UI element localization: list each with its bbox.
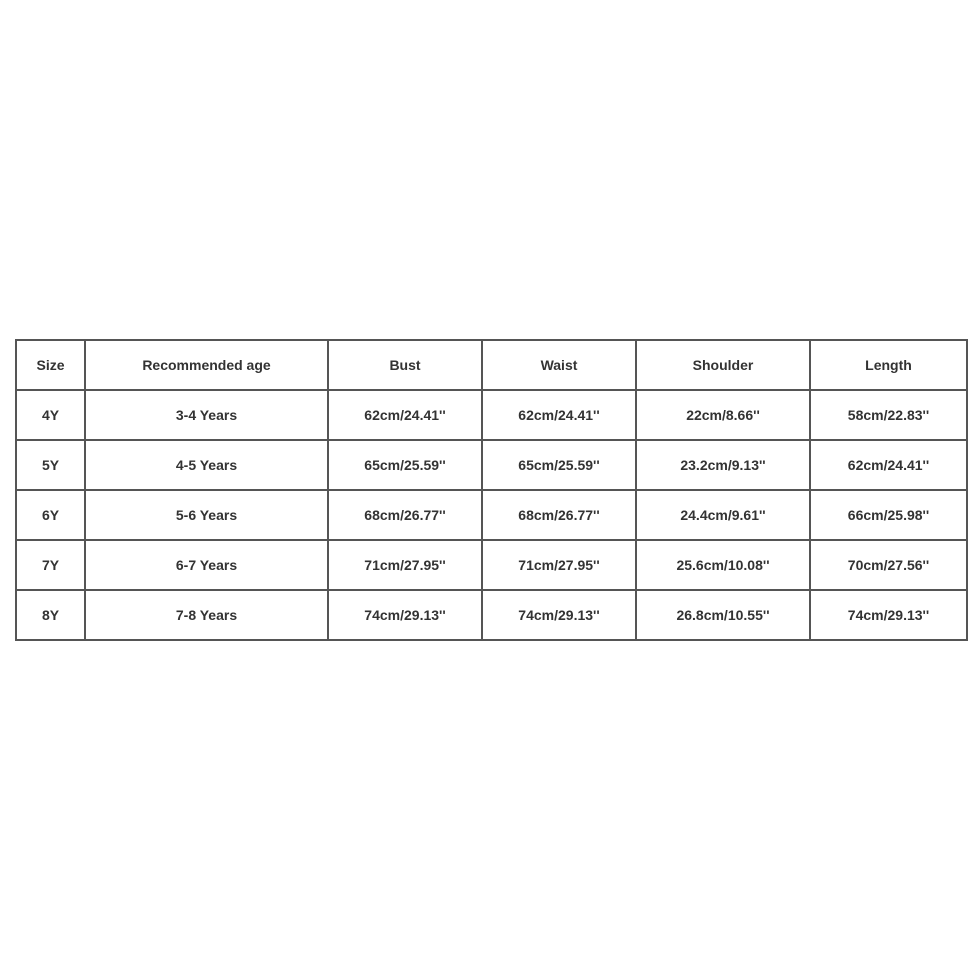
- cell-size: 7Y: [16, 540, 85, 590]
- table-row: [16, 590, 967, 640]
- cell-recommended-age: 4-5 Years: [85, 440, 328, 490]
- cell-bust: 68cm/26.77'': [328, 490, 482, 540]
- cell-bust: 71cm/27.95'': [328, 540, 482, 590]
- cell-length: 74cm/29.13'': [810, 590, 967, 640]
- cell-size: 5Y: [16, 440, 85, 490]
- table-row: [16, 440, 967, 490]
- cell-bust: 65cm/25.59'': [328, 440, 482, 490]
- cell-shoulder: 25.6cm/10.08'': [636, 540, 810, 590]
- header-length: Length: [810, 340, 967, 390]
- header-waist: Waist: [482, 340, 636, 390]
- cell-bust: 62cm/24.41'': [328, 390, 482, 440]
- cell-waist: 62cm/24.41'': [482, 390, 636, 440]
- cell-recommended-age: 5-6 Years: [85, 490, 328, 540]
- cell-length: 66cm/25.98'': [810, 490, 967, 540]
- cell-waist: 65cm/25.59'': [482, 440, 636, 490]
- header-shoulder: Shoulder: [636, 340, 810, 390]
- cell-waist: 71cm/27.95'': [482, 540, 636, 590]
- table-header-row: [16, 340, 967, 390]
- cell-waist: 74cm/29.13'': [482, 590, 636, 640]
- cell-size: 4Y: [16, 390, 85, 440]
- header-recommended-age: Recommended age: [85, 340, 328, 390]
- cell-recommended-age: 7-8 Years: [85, 590, 328, 640]
- cell-length: 58cm/22.83'': [810, 390, 967, 440]
- header-size: Size: [16, 340, 85, 390]
- cell-shoulder: 24.4cm/9.61'': [636, 490, 810, 540]
- cell-length: 70cm/27.56'': [810, 540, 967, 590]
- cell-waist: 68cm/26.77'': [482, 490, 636, 540]
- cell-size: 8Y: [16, 590, 85, 640]
- table-row: [16, 390, 967, 440]
- cell-bust: 74cm/29.13'': [328, 590, 482, 640]
- cell-shoulder: 22cm/8.66'': [636, 390, 810, 440]
- cell-size: 6Y: [16, 490, 85, 540]
- cell-recommended-age: 6-7 Years: [85, 540, 328, 590]
- table-row: [16, 540, 967, 590]
- cell-shoulder: 26.8cm/10.55'': [636, 590, 810, 640]
- size-chart-table: [15, 339, 968, 641]
- cell-recommended-age: 3-4 Years: [85, 390, 328, 440]
- cell-length: 62cm/24.41'': [810, 440, 967, 490]
- header-bust: Bust: [328, 340, 482, 390]
- cell-shoulder: 23.2cm/9.13'': [636, 440, 810, 490]
- table-row: [16, 490, 967, 540]
